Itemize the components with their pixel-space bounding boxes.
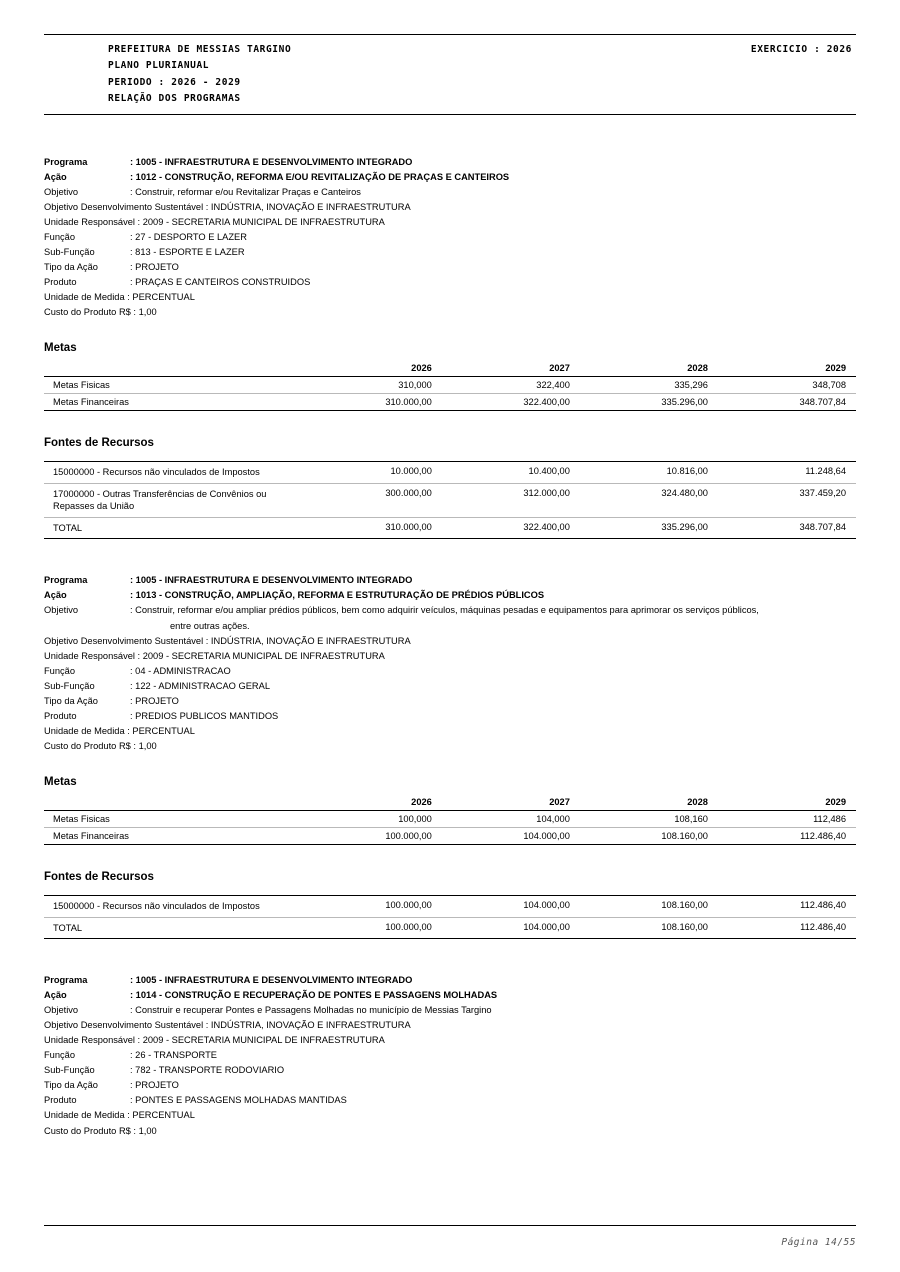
funcao-value: : 26 - TRANSPORTE <box>130 1050 217 1061</box>
objetivo-value-line1: : Construir, reformar e/ou ampliar prédios públicos, bem como adquirir veículos, máquinas pesadas e equipamentos para aprimorar os serviços públicos, <box>130 605 759 616</box>
funcao-label: Função <box>44 231 76 242</box>
fonte-valor-2028: 10.816,00 <box>580 462 718 484</box>
programa-row <box>44 155 856 170</box>
metas-fisicas-2027: 322,400 <box>442 377 580 394</box>
subfuncao-row <box>44 679 856 694</box>
subfuncao-value: : 782 - TRANSPORTE RODOVIARIO <box>130 1065 285 1076</box>
custo-produto-line: Custo do Produto R$ : 1,00 <box>44 307 157 318</box>
metas-header-year-2029: 2029 <box>718 362 856 377</box>
metas-financeiras-2029: 348.707,84 <box>718 394 856 411</box>
objetivo-value: : Construir, reformar e/ou Revitalizar Praças e Canteiros <box>130 186 361 197</box>
metas-header-year-2028: 2028 <box>580 796 718 811</box>
acao-label: Ação <box>44 171 67 182</box>
acao-label: Ação <box>44 990 67 1001</box>
fontes-total-row <box>44 517 856 539</box>
subfuncao-value: : 813 - ESPORTE E LAZER <box>130 246 245 257</box>
produto-value: : PRAÇAS E CANTEIROS CONSTRUIDOS <box>130 277 311 288</box>
objetivo-label: Objetivo <box>44 1005 79 1016</box>
metas-header-row <box>44 796 856 811</box>
acao-row <box>44 988 856 1003</box>
metas-financeiras-2027: 322.400,00 <box>442 394 580 411</box>
tipo-acao-value: : PROJETO <box>130 262 179 273</box>
metas-financeiras-2028: 335.296,00 <box>580 394 718 411</box>
metas-table <box>44 362 856 411</box>
metas-header-year-2027: 2027 <box>442 796 580 811</box>
objetivo-row <box>44 185 856 200</box>
total-2026: 310.000,00 <box>304 517 442 539</box>
produto-label: Produto <box>44 1095 77 1106</box>
ods-line: Objetivo Desenvolvimento Sustentável : INDÚSTRIA, INOVAÇÃO E INFRAESTRUTURA <box>44 201 411 212</box>
document-footer <box>44 1225 856 1250</box>
fonte-nome: 15000000 - Recursos não vinculados de Impostos <box>44 895 304 917</box>
metas-header-blank <box>44 362 304 377</box>
funcao-label: Função <box>44 1050 76 1061</box>
metas-fisicas-2026: 100,000 <box>304 810 442 827</box>
metas-header-year-2027: 2027 <box>442 362 580 377</box>
metas-title: Metas <box>44 775 77 788</box>
metas-financeiras-2026: 100.000,00 <box>304 827 442 844</box>
metas-financeiras-2027: 104.000,00 <box>442 827 580 844</box>
programa-label: Programa <box>44 156 88 167</box>
unidade-medida-line: Unidade de Medida : PERCENTUAL <box>44 725 195 736</box>
header-plan: PLANO PLURIANUAL <box>108 60 210 72</box>
header-period: PERIODO : 2026 - 2029 <box>108 76 241 88</box>
funcao-row <box>44 664 856 679</box>
total-2027: 104.000,00 <box>442 917 580 939</box>
fontes-table <box>44 461 856 539</box>
tipo-acao-label: Tipo da Ação <box>44 262 98 273</box>
programa-value: : 1005 - INFRAESTRUTURA E DESENVOLVIMENTO INTEGRADO <box>130 975 413 986</box>
fontes-title: Fontes de Recursos <box>44 870 154 883</box>
acao-row <box>44 588 856 603</box>
metas-financeiras-2029: 112.486,40 <box>718 827 856 844</box>
total-2029: 348.707,84 <box>718 517 856 539</box>
page-number: Página 14/55 <box>781 1237 856 1248</box>
acao-value: : 1013 - CONSTRUÇÃO, AMPLIAÇÃO, REFORMA E ESTRUTURAÇÃO DE PRÉDIOS PÚBLICOS <box>130 590 545 601</box>
ods-line: Objetivo Desenvolvimento Sustentável : INDÚSTRIA, INOVAÇÃO E INFRAESTRUTURA <box>44 635 411 646</box>
metas-table <box>44 796 856 845</box>
tipo-acao-row <box>44 694 856 709</box>
metas-header-year-2026: 2026 <box>304 796 442 811</box>
fonte-valor-2027: 312.000,00 <box>442 483 580 517</box>
fonte-valor-2027: 10.400,00 <box>442 462 580 484</box>
fonte-valor-2026: 10.000,00 <box>304 462 442 484</box>
metas-fisicas-2028: 335,296 <box>580 377 718 394</box>
unidade-responsavel-line: Unidade Responsável : 2009 - SECRETARIA MUNICIPAL DE INFRAESTRUTURA <box>44 216 385 227</box>
fonte-valor-2029: 11.248,64 <box>718 462 856 484</box>
metas-header-year-2026: 2026 <box>304 362 442 377</box>
objetivo-value-line2: entre outras ações. <box>170 620 250 631</box>
subfuncao-label: Sub-Função <box>44 246 95 257</box>
produto-value: : PONTES E PASSAGENS MOLHADAS MANTIDAS <box>130 1095 347 1106</box>
total-label: TOTAL <box>44 917 304 939</box>
metas-financeiras-2028: 108.160,00 <box>580 827 718 844</box>
fontes-table <box>44 895 856 939</box>
document-header <box>44 34 856 115</box>
table-row <box>44 895 856 917</box>
header-entity: PREFEITURA DE MESSIAS TARGINO <box>108 44 292 55</box>
objetivo-value <box>130 603 856 633</box>
metas-header-year-2029: 2029 <box>718 796 856 811</box>
subfuncao-value: : 122 - ADMINISTRACAO GERAL <box>130 680 271 691</box>
total-label: TOTAL <box>44 517 304 539</box>
acao-value: : 1014 - CONSTRUÇÃO E RECUPERAÇÃO DE PONTES E PASSAGENS MOLHADAS <box>130 990 498 1001</box>
funcao-label: Função <box>44 665 76 676</box>
metas-fisicas-label: Metas Fisicas <box>44 810 304 827</box>
funcao-value: : 04 - ADMINISTRACAO <box>130 665 231 676</box>
metas-financeiras-label: Metas Financeiras <box>44 394 304 411</box>
objetivo-row <box>44 1003 856 1018</box>
program-block <box>44 573 856 939</box>
produto-row <box>44 1093 856 1108</box>
table-row <box>44 810 856 827</box>
ods-line: Objetivo Desenvolvimento Sustentável : INDÚSTRIA, INOVAÇÃO E INFRAESTRUTURA <box>44 1020 411 1031</box>
header-list-title: RELAÇÃO DOS PROGRAMAS <box>108 93 241 105</box>
metas-fisicas-2029: 112,486 <box>718 810 856 827</box>
fonte-valor-2028: 108.160,00 <box>580 895 718 917</box>
program-block <box>44 973 856 1139</box>
objetivo-value: : Construir e recuperar Pontes e Passagens Molhadas no município de Messias Targino <box>130 1005 492 1016</box>
metas-fisicas-2028: 108,160 <box>580 810 718 827</box>
subfuncao-label: Sub-Função <box>44 680 95 691</box>
unidade-responsavel-line: Unidade Responsável : 2009 - SECRETARIA MUNICIPAL DE INFRAESTRUTURA <box>44 650 385 661</box>
objetivo-row <box>44 603 856 633</box>
metas-fisicas-2029: 348,708 <box>718 377 856 394</box>
unidade-responsavel-line: Unidade Responsável : 2009 - SECRETARIA MUNICIPAL DE INFRAESTRUTURA <box>44 1035 385 1046</box>
total-2026: 100.000,00 <box>304 917 442 939</box>
table-row <box>44 827 856 844</box>
table-row <box>44 377 856 394</box>
subfuncao-label: Sub-Função <box>44 1065 95 1076</box>
fonte-valor-2029: 112.486,40 <box>718 895 856 917</box>
custo-produto-line: Custo do Produto R$ : 1,00 <box>44 1125 157 1136</box>
metas-header-year-2028: 2028 <box>580 362 718 377</box>
tipo-acao-label: Tipo da Ação <box>44 695 98 706</box>
header-left-block <box>108 42 291 108</box>
produto-row <box>44 709 856 724</box>
unidade-medida-line: Unidade de Medida : PERCENTUAL <box>44 1110 195 1121</box>
fonte-valor-2029: 337.459,20 <box>718 483 856 517</box>
programa-label: Programa <box>44 975 88 986</box>
produto-label: Produto <box>44 277 77 288</box>
tipo-acao-label: Tipo da Ação <box>44 1080 98 1091</box>
programa-row <box>44 573 856 588</box>
acao-label: Ação <box>44 590 67 601</box>
acao-value: : 1012 - CONSTRUÇÃO, REFORMA E/OU REVITALIZAÇÃO DE PRAÇAS E CANTEIROS <box>130 171 510 182</box>
fontes-title: Fontes de Recursos <box>44 437 154 450</box>
fonte-nome: 17000000 - Outras Transferências de Convênios ou Repasses da União <box>44 483 304 517</box>
fonte-valor-2026: 100.000,00 <box>304 895 442 917</box>
metas-header-blank <box>44 796 304 811</box>
metas-financeiras-label: Metas Financeiras <box>44 827 304 844</box>
objetivo-label: Objetivo <box>44 605 79 616</box>
table-row <box>44 462 856 484</box>
acao-row <box>44 170 856 185</box>
table-row <box>44 394 856 411</box>
metas-title: Metas <box>44 342 77 355</box>
produto-value: : PREDIOS PUBLICOS MANTIDOS <box>130 710 279 721</box>
fonte-valor-2027: 104.000,00 <box>442 895 580 917</box>
fontes-total-row <box>44 917 856 939</box>
metas-fisicas-label: Metas Fisicas <box>44 377 304 394</box>
total-2028: 335.296,00 <box>580 517 718 539</box>
metas-fisicas-2027: 104,000 <box>442 810 580 827</box>
programa-row <box>44 973 856 988</box>
total-2027: 322.400,00 <box>442 517 580 539</box>
tipo-acao-row <box>44 260 856 275</box>
custo-produto-line: Custo do Produto R$ : 1,00 <box>44 740 157 751</box>
tipo-acao-row <box>44 1078 856 1093</box>
programa-value: : 1005 - INFRAESTRUTURA E DESENVOLVIMENTO INTEGRADO <box>130 575 413 586</box>
metas-financeiras-2026: 310.000,00 <box>304 394 442 411</box>
program-block <box>44 155 856 540</box>
subfuncao-row <box>44 245 856 260</box>
metas-fisicas-2026: 310,000 <box>304 377 442 394</box>
tipo-acao-value: : PROJETO <box>130 1080 179 1091</box>
unidade-medida-line: Unidade de Medida : PERCENTUAL <box>44 292 195 303</box>
header-exercise: EXERCICIO : 2026 <box>750 44 852 55</box>
tipo-acao-value: : PROJETO <box>130 695 179 706</box>
total-2029: 112.486,40 <box>718 917 856 939</box>
metas-header-row <box>44 362 856 377</box>
fonte-valor-2028: 324.480,00 <box>580 483 718 517</box>
programa-label: Programa <box>44 575 88 586</box>
total-2028: 108.160,00 <box>580 917 718 939</box>
produto-label: Produto <box>44 710 77 721</box>
funcao-row <box>44 230 856 245</box>
funcao-value: : 27 - DESPORTO E LAZER <box>130 231 247 242</box>
fonte-nome: 15000000 - Recursos não vinculados de Impostos <box>44 462 304 484</box>
fonte-valor-2026: 300.000,00 <box>304 483 442 517</box>
programa-value: : 1005 - INFRAESTRUTURA E DESENVOLVIMENTO INTEGRADO <box>130 156 413 167</box>
subfuncao-row <box>44 1063 856 1078</box>
table-row <box>44 483 856 517</box>
objetivo-label: Objetivo <box>44 186 79 197</box>
produto-row <box>44 275 856 290</box>
funcao-row <box>44 1048 856 1063</box>
